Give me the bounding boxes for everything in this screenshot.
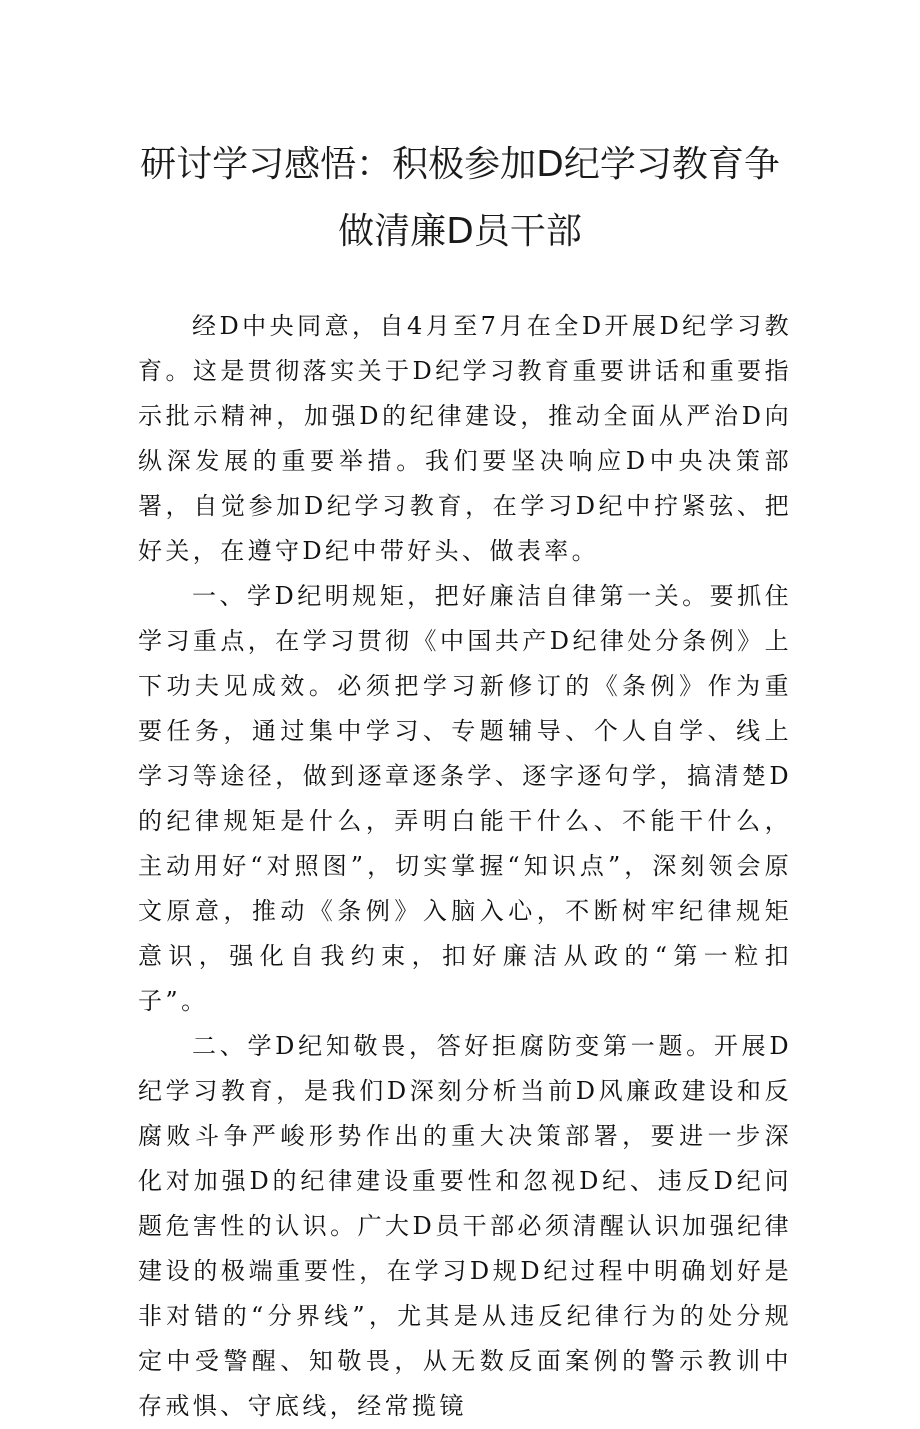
document-title-line-2: 做清廉D员干部 — [338, 211, 582, 252]
document-body — [138, 304, 792, 1429]
document-title-line-1: 研讨学习感悟：积极参加D纪学习教育争 — [140, 144, 780, 185]
paragraph-section-2: 二、学D纪知敬畏，答好拒腐防变第一题。开展D纪学习教育，是我们D深刻分析当前D风廉政建设和反腐败斗争严峻形势作出的重大决策部署，要进一步深化对加强D的纪律建设重要性和忽视D纪、违反D纪问题危害性的认识。广大D员干部必须清醒认识加强纪律建设的极端重要性，在学习D规D纪过程中明确划好是非对错的“分界线”，尤其是从违反纪律行为的处分规定中受警醒、知敬畏，从无数反面案例的警示教训中存戒惧、守底线，经常揽镜 — [138, 1032, 792, 1420]
paragraph-section-1: 一、学D纪明规矩，把好廉洁自律第一关。要抓住学习重点，在学习贯彻《中国共产D纪律处分条例》上下功夫见成效。必须把学习新修订的《条例》作为重要任务，通过集中学习、专题辅导、个人自学、线上学习等途径，做到逐章逐条学、逐字逐句学，搞清楚D的纪律规矩是什么，弄明白能干什么、不能干什么，主动用好“对照图”，切实掌握“知识点”，深刻领会原文原意，推动《条例》入脑入心，不断树牢纪律规矩意识，强化自我约束，扣好廉洁从政的“第一粒扣子”。 — [138, 582, 792, 1015]
paragraph-intro: 经D中央同意，自4月至7月在全D开展D纪学习教育。这是贯彻落实关于D纪学习教育重要讲话和重要指示批示精神，加强D的纪律建设，推动全面从严治D向纵深发展的重要举措。我们要坚决响应D中央决策部署，自觉参加D纪学习教育，在学习D纪中拧紧弦、把好关，在遵守D纪中带好头、做表率。 — [138, 312, 792, 565]
